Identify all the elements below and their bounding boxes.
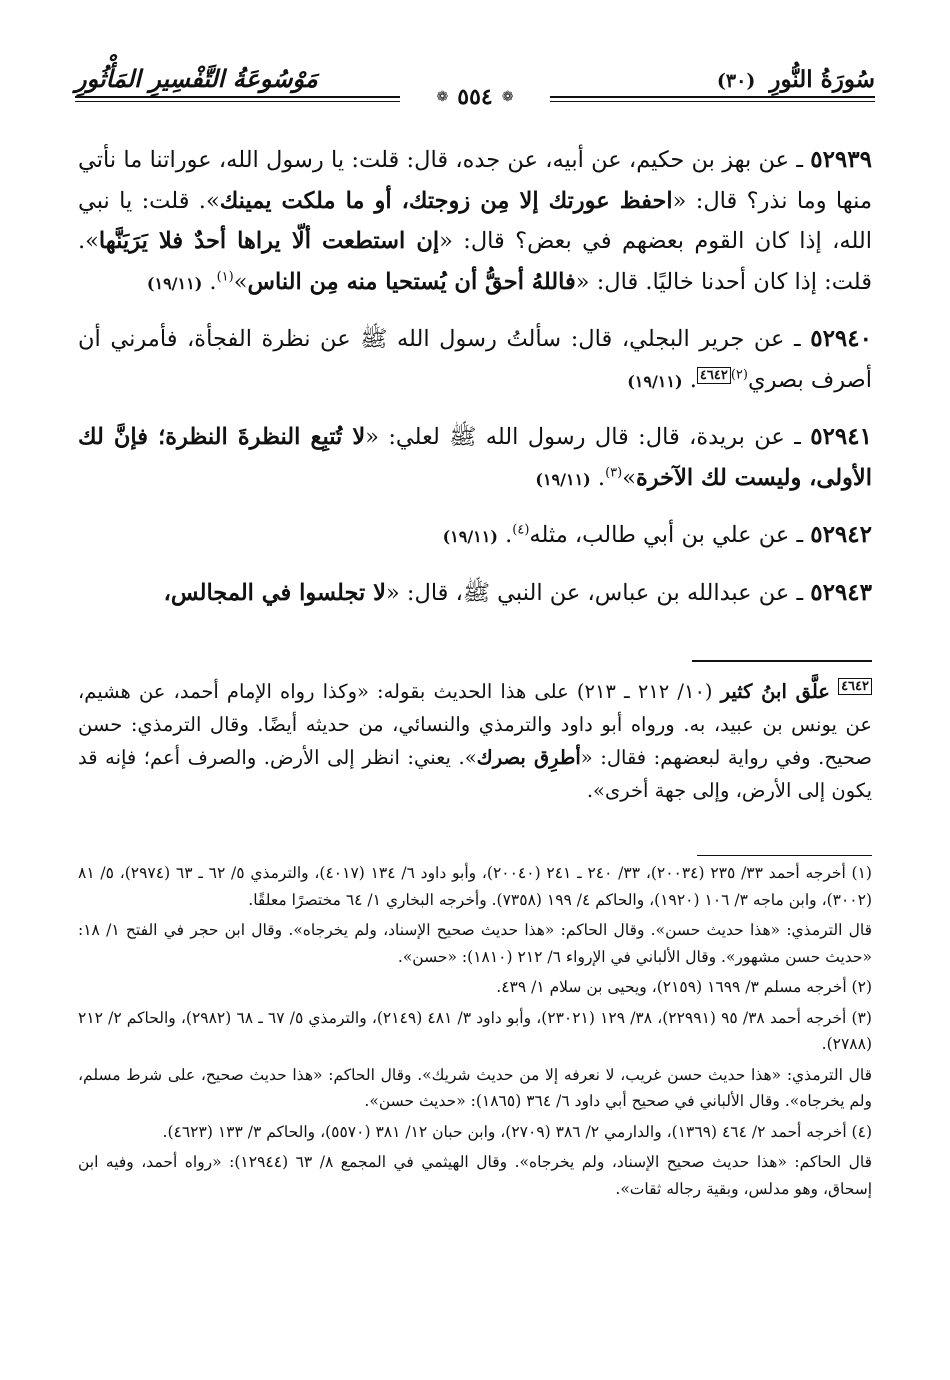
surah-name: سُورَةُ النُّورِ: [769, 66, 875, 93]
volume-reference: (١٩/١١): [442, 527, 498, 546]
hadith-text: ـ عن جرير البجلي، قال: سألتُ رسول الله ﷺ عن نظرة الفجأة، فأمرني أن أصرف بصري: [78, 326, 872, 393]
note-box-marker[interactable]: ٤٦٤٢: [697, 367, 731, 384]
hadith-text: ـ عن عبدالله بن عباس، عن النبي ﷺ، قال: «: [385, 579, 811, 606]
ornament-icon: ❁: [436, 89, 449, 105]
hadith-text: »: [622, 464, 636, 491]
hadith-paragraph: [78, 573, 872, 614]
hadith-text: ـ عن علي بن أبي طالب، مثله: [529, 522, 811, 548]
hadith-text: ـ عن بهز بن حكيم، عن أبيه، عن جده، قال: قلت: يا رسول الله، عوراتنا ما نأتي منها وما نذر؟ قال: «: [78, 147, 872, 214]
footnote-marker[interactable]: (٤): [512, 522, 530, 538]
hadith-text: ». قلت: إذا كان أحدنا خاليًا. قال: «: [78, 228, 872, 295]
hadith-number: ٥٢٩٤٣: [810, 578, 872, 606]
note-text: (١٠/ ٢١٢ ـ ٢١٣) على هذا الحديث بقوله: «وكذا رواه الإمام أحمد، عن هشيم، عن يونس بن عبيد، به. ورواه أبو داود والترمذي والنسائي، من حديثه أيضًا. وقال الترمذي: حسن صحيح. وفي رواية لبعضهم: فقال: «: [78, 680, 872, 769]
page-header: [75, 62, 875, 122]
page-number: ٥٥٤: [457, 84, 493, 110]
footnote-comment: قال الترمذي: «هذا حديث حسن». وقال الحاكم: «هذا حديث صحيح الإسناد، ولم يخرجاه». وقال ابن حجر في الفتح ١/ ١٨: «حديث حسن مشهور». وقال الألباني في الإرواء ٦/ ٢١٢ (١٨١٠): «حسن».: [78, 921, 873, 966]
volume-reference: (١٩/١١): [535, 469, 591, 489]
book-title: مَوْسُوعَةُ التَّفْسِيرِ المَأْثُورِ: [75, 64, 318, 93]
volume-reference: (١٩/١١): [627, 371, 683, 391]
footnote-item: (٤) أخرجه أحمد ٢/ ٤٦٤ (١٣٦٩)، والدارمي ٢/ ٣٨٦ (٢٧٠٩)، وابن حبان ١٢/ ٣٨١ (٥٥٧٠)، والحاكم ٣/ ١٣٣ (٤٦٢٣).: [162, 1122, 872, 1141]
volume-reference: (١٩/١١): [146, 273, 203, 293]
footnote-item: (٢) أخرجه مسلم ٣/ ١٦٩٩ (٢١٥٩)، ويحيى بن سلام ١/ ٤٣٩.: [496, 978, 872, 996]
surah-title: [717, 66, 875, 93]
hadith-text: ». قلت: يا نبي الله، إذا كان القوم بعضهم في بعض؟ قال: «: [78, 187, 872, 254]
hadith-quote: إن استطعت ألّا يراها أحدٌ فلا يَرَيَنَّها: [98, 228, 440, 254]
hadith-text: .: [682, 366, 697, 393]
footnote-comment: قال الترمذي: «هذا حديث حسن غريب، لا نعرفه إلا من حديث شريك». وقال الحاكم: «هذا حديث صحيح، على شرط مسلم، ولم يخرجاه». وقال الألباني في صحيح أبي داود ٦/ ٣٦٤ (١٨٦٥): «حديث حسن».: [78, 1065, 872, 1110]
hadith-number: ٥٢٩٤٠: [810, 325, 872, 352]
footnote-comment: قال الحاكم: «هذا حديث صحيح الإسناد، ولم يخرجاه». وقال الهيثمي في المجمع ٨/ ٦٣ (١٢٩٤٤): «رواه أحمد، وفيه ابن إسحاق، وهو مدلس، وبقية رجاله ثقات».: [78, 1153, 872, 1198]
ornament-icon: ❁: [501, 89, 514, 105]
footnote-item: (١) أخرجه أحمد ٣٣/ ٢٣٥ (٢٠٠٣٤)، ٣٣/ ٢٤٠ ـ ٢٤١ (٢٠٠٤٠)، وأبو داود ٦/ ١٣٤ (٤٠١٧)، والترمذي ٥/ ٦٢ ـ ٦٣ (٢٩٧٤)، ٥/ ٨١ (٣٠٠٢)، وابن ماجه ٣/ ١٠٦ (١٩٢٠)، والحاكم ٤/ ١٩٩ (٧٣٥٨). وأخرجه البخاري ١/ ٦٤ مختصرًا معلقًا.: [78, 864, 872, 909]
note-text: ». يعني: انظر إلى الأرض. والصرف أعم؛ فإنه قد يكون إلى الأرض، وإلى جهة أخرى».: [78, 746, 872, 802]
hadith-number: ٥٢٩٤٢: [810, 521, 872, 548]
commentary-note: [78, 675, 872, 807]
main-text: [78, 140, 872, 628]
note-author: علَّق ابنُ كثير: [720, 680, 830, 703]
hadith-number: ٥٢٩٣٩: [810, 146, 872, 173]
hadith-quote: لا تجلسوا في المجالس،: [163, 579, 386, 606]
note-quote: أطرِق بصرك: [476, 746, 581, 769]
hadith-quote: لا تُتبِع النظرةَ النظرة؛ فإنَّ لك الأولى، وليست لك الآخرة: [78, 424, 872, 491]
hadith-text: ـ عن بريدة، قال: قال رسول الله ﷺ لعلي: «: [365, 424, 811, 450]
hadith-text: »: [233, 268, 248, 295]
footnote-marker[interactable]: (٢): [730, 367, 748, 382]
hadith-text: .: [590, 464, 606, 491]
page-number-group: [400, 84, 550, 114]
hadith-paragraph: [78, 417, 872, 500]
footnote-marker[interactable]: (١): [216, 269, 234, 284]
chapter-number: (٣٠): [716, 70, 756, 92]
note-box-marker: ٤٦٤٢: [838, 678, 872, 695]
hadith-text: .: [202, 268, 217, 295]
hadith-quote: فاللهُ أحقُّ أن يُستحيا منه مِن الناس: [247, 268, 576, 295]
footnote-item: (٣) أخرجه أحمد ٣٨/ ٩٥ (٢٢٩٩١)، ٣٨/ ١٢٩ (٢٣٠٢١)، وأبو داود ٣/ ٤٨١ (٢١٤٩)، والترمذي ٥/ ٦٧ ـ ٦٨ (٢٩٨٢)، والحاكم ٢/ ٢١٢ (٢٧٨٨).: [78, 1008, 872, 1053]
footnote-marker[interactable]: (٣): [605, 465, 623, 480]
hadith-paragraph: [78, 515, 872, 558]
hadith-paragraph: [78, 319, 872, 402]
hadith-paragraph: [78, 140, 872, 304]
hadith-quote: احفظ عورتك إلا مِن زوجتك، أو ما ملكت يمينك: [219, 187, 673, 214]
footnotes: [78, 860, 872, 1206]
hadith-number: ٥٢٩٤١: [810, 423, 872, 450]
footnote-divider: [697, 855, 872, 856]
section-divider: [692, 660, 872, 662]
hadith-text: .: [497, 522, 513, 548]
